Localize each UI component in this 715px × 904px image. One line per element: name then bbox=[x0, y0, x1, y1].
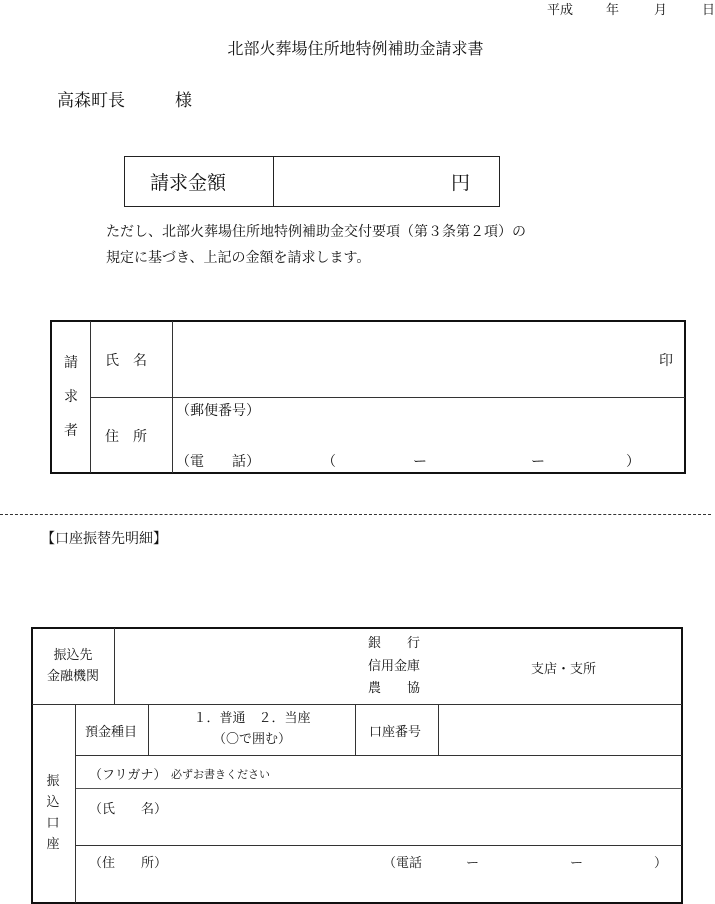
addressee-name: 高森町長 bbox=[57, 91, 125, 111]
account-side-char: 座 bbox=[46, 837, 60, 852]
deposit-row-divider bbox=[76, 755, 682, 756]
institution-divider bbox=[114, 628, 115, 704]
furigana-row-divider bbox=[76, 788, 682, 789]
claimant-phone-close: ） bbox=[626, 454, 640, 470]
amount-unit: 円 bbox=[451, 172, 471, 194]
cut-line bbox=[0, 514, 711, 515]
deposit-type-label: 預金種目 bbox=[85, 725, 138, 740]
bank-name-input[interactable] bbox=[116, 629, 366, 703]
deposit-options-divider bbox=[355, 705, 356, 755]
bank-type-bank: 銀 行 bbox=[368, 636, 421, 651]
postal-code-label: （郵便番号） bbox=[176, 403, 260, 419]
claimant-phone-input[interactable] bbox=[335, 448, 625, 470]
deposit-type-options[interactable] bbox=[149, 708, 355, 750]
furigana-input[interactable] bbox=[280, 757, 680, 787]
claimant-address-label: 住 所 bbox=[105, 429, 147, 445]
name-row-divider bbox=[76, 845, 682, 846]
claimant-phone-open: （ bbox=[322, 454, 336, 470]
institution-row-divider bbox=[32, 704, 682, 705]
date-month: 月 bbox=[654, 3, 668, 18]
claimant-phone-dash-1: ー bbox=[413, 454, 427, 470]
account-phone-input[interactable] bbox=[425, 848, 650, 870]
account-name-label: （氏 名） bbox=[89, 802, 168, 817]
document-title: 北部火葬場住所地特例補助金請求書 bbox=[227, 39, 484, 58]
account-number-label: 口座番号 bbox=[369, 725, 422, 740]
claimant-phone-dash-2: ー bbox=[531, 454, 545, 470]
postal-code-input[interactable] bbox=[280, 398, 680, 426]
statement-line-1: ただし、北部火葬場住所地特例補助金交付要項（第３条第２項）の bbox=[106, 224, 526, 240]
seal-mark: 印 bbox=[659, 353, 673, 369]
account-heading: 【口座振替先明細】 bbox=[41, 531, 167, 547]
claimant-side-char: 者 bbox=[64, 423, 78, 439]
account-number-input[interactable] bbox=[440, 706, 681, 754]
institution-label-line-1: 振込先 bbox=[53, 648, 93, 663]
deposit-note: （〇で囲む） bbox=[212, 732, 291, 747]
claimant-side-char: 請 bbox=[64, 355, 78, 371]
furigana-label: （フリガナ） bbox=[89, 768, 167, 783]
institution-label-line-2: 金融機関 bbox=[46, 669, 99, 684]
institution-label bbox=[32, 645, 114, 687]
claimant-side-char: 求 bbox=[64, 389, 78, 405]
account-address-label: （住 所） bbox=[89, 856, 168, 871]
furigana-note: 必ずお書きください bbox=[171, 768, 270, 781]
branch-label: 支店・支所 bbox=[531, 662, 597, 677]
date-day: 日 bbox=[702, 3, 715, 18]
date-era: 平成 bbox=[547, 3, 574, 18]
statement-line-2: 規定に基づき、上記の金額を請求します。 bbox=[106, 250, 371, 266]
account-side-char: 込 bbox=[46, 795, 60, 810]
claimant-name-label: 氏 名 bbox=[105, 353, 147, 369]
amount-label: 請求金額 bbox=[150, 172, 227, 194]
bank-type-shinkin: 信用金庫 bbox=[368, 658, 421, 674]
account-name-input[interactable] bbox=[180, 790, 680, 844]
account-address-input[interactable] bbox=[180, 847, 375, 887]
bank-type-nokyo: 農 協 bbox=[368, 681, 421, 696]
account-side-label bbox=[40, 770, 66, 852]
deposit-options: １．普通 ２．当座 bbox=[193, 711, 311, 726]
account-phone-dash-1: ー bbox=[466, 856, 480, 871]
claimant-name-input[interactable] bbox=[174, 322, 654, 396]
account-phone-close: ） bbox=[654, 856, 668, 871]
date-year: 年 bbox=[606, 3, 620, 18]
addressee-honorific: 様 bbox=[175, 91, 192, 111]
account-side-char: 振 bbox=[46, 774, 60, 789]
account-phone-dash-2: ー bbox=[570, 856, 584, 871]
account-side-char: 口 bbox=[46, 816, 60, 831]
account-side-divider bbox=[75, 705, 76, 903]
claimant-phone-label: （電 話） bbox=[176, 454, 260, 470]
account-phone-label: （電話 bbox=[383, 856, 423, 871]
bank-type-options bbox=[368, 633, 420, 701]
account-number-divider bbox=[438, 705, 439, 755]
claimant-side-label bbox=[58, 352, 84, 440]
